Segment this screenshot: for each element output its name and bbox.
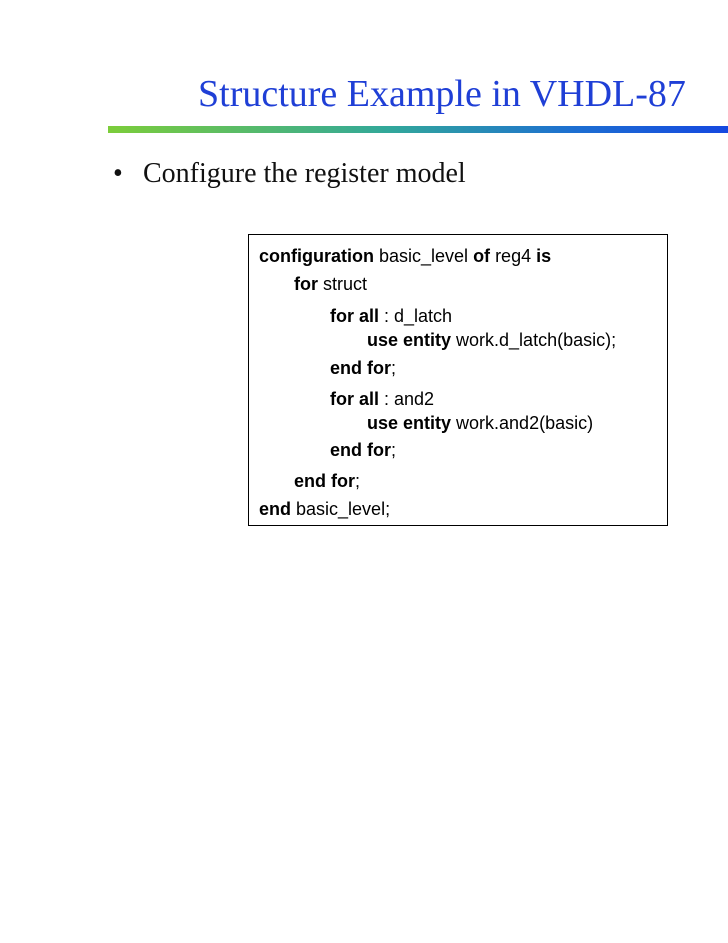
code-line-6 <box>330 388 434 410</box>
title-underline <box>108 126 728 133</box>
code-line-3 <box>330 305 452 327</box>
code-keyword: use entity <box>367 413 452 433</box>
code-block <box>248 234 668 526</box>
code-keyword: end for <box>330 440 391 460</box>
bullet-item <box>113 156 466 192</box>
code-keyword: is <box>536 246 552 266</box>
code-line-10 <box>259 498 390 520</box>
code-line-7 <box>367 412 593 434</box>
code-keyword: end for <box>294 471 355 491</box>
code-keyword: end for <box>330 358 391 378</box>
code-line-9 <box>294 470 360 492</box>
code-keyword: for <box>294 274 318 294</box>
code-text: : and2 <box>379 389 435 409</box>
code-text: basic_level; <box>291 499 391 519</box>
code-line-8 <box>330 439 396 461</box>
code-line-1 <box>259 245 551 267</box>
code-keyword: for all <box>330 306 380 326</box>
code-keyword: configuration <box>259 246 374 266</box>
code-text: work.and2(basic) <box>451 413 594 433</box>
code-text: struct <box>318 274 368 294</box>
code-text: ; <box>355 471 361 491</box>
bullet-text: Configure the register model <box>143 158 466 189</box>
code-text: basic_level <box>374 246 474 266</box>
code-keyword: use entity <box>367 330 452 350</box>
code-text: : d_latch <box>379 306 453 326</box>
code-keyword: of <box>473 246 491 266</box>
code-line-2 <box>294 273 367 295</box>
code-text: ; <box>391 440 397 460</box>
code-line-5 <box>330 357 396 379</box>
code-keyword: for all <box>330 389 380 409</box>
code-keyword: end <box>259 499 292 519</box>
code-text: work.d_latch(basic); <box>451 330 617 350</box>
code-text: reg4 <box>490 246 537 266</box>
code-line-4 <box>367 329 616 351</box>
slide-title: Structure Example in VHDL-87 <box>198 73 686 115</box>
code-text: ; <box>391 358 397 378</box>
bullet-marker: • <box>113 158 123 189</box>
